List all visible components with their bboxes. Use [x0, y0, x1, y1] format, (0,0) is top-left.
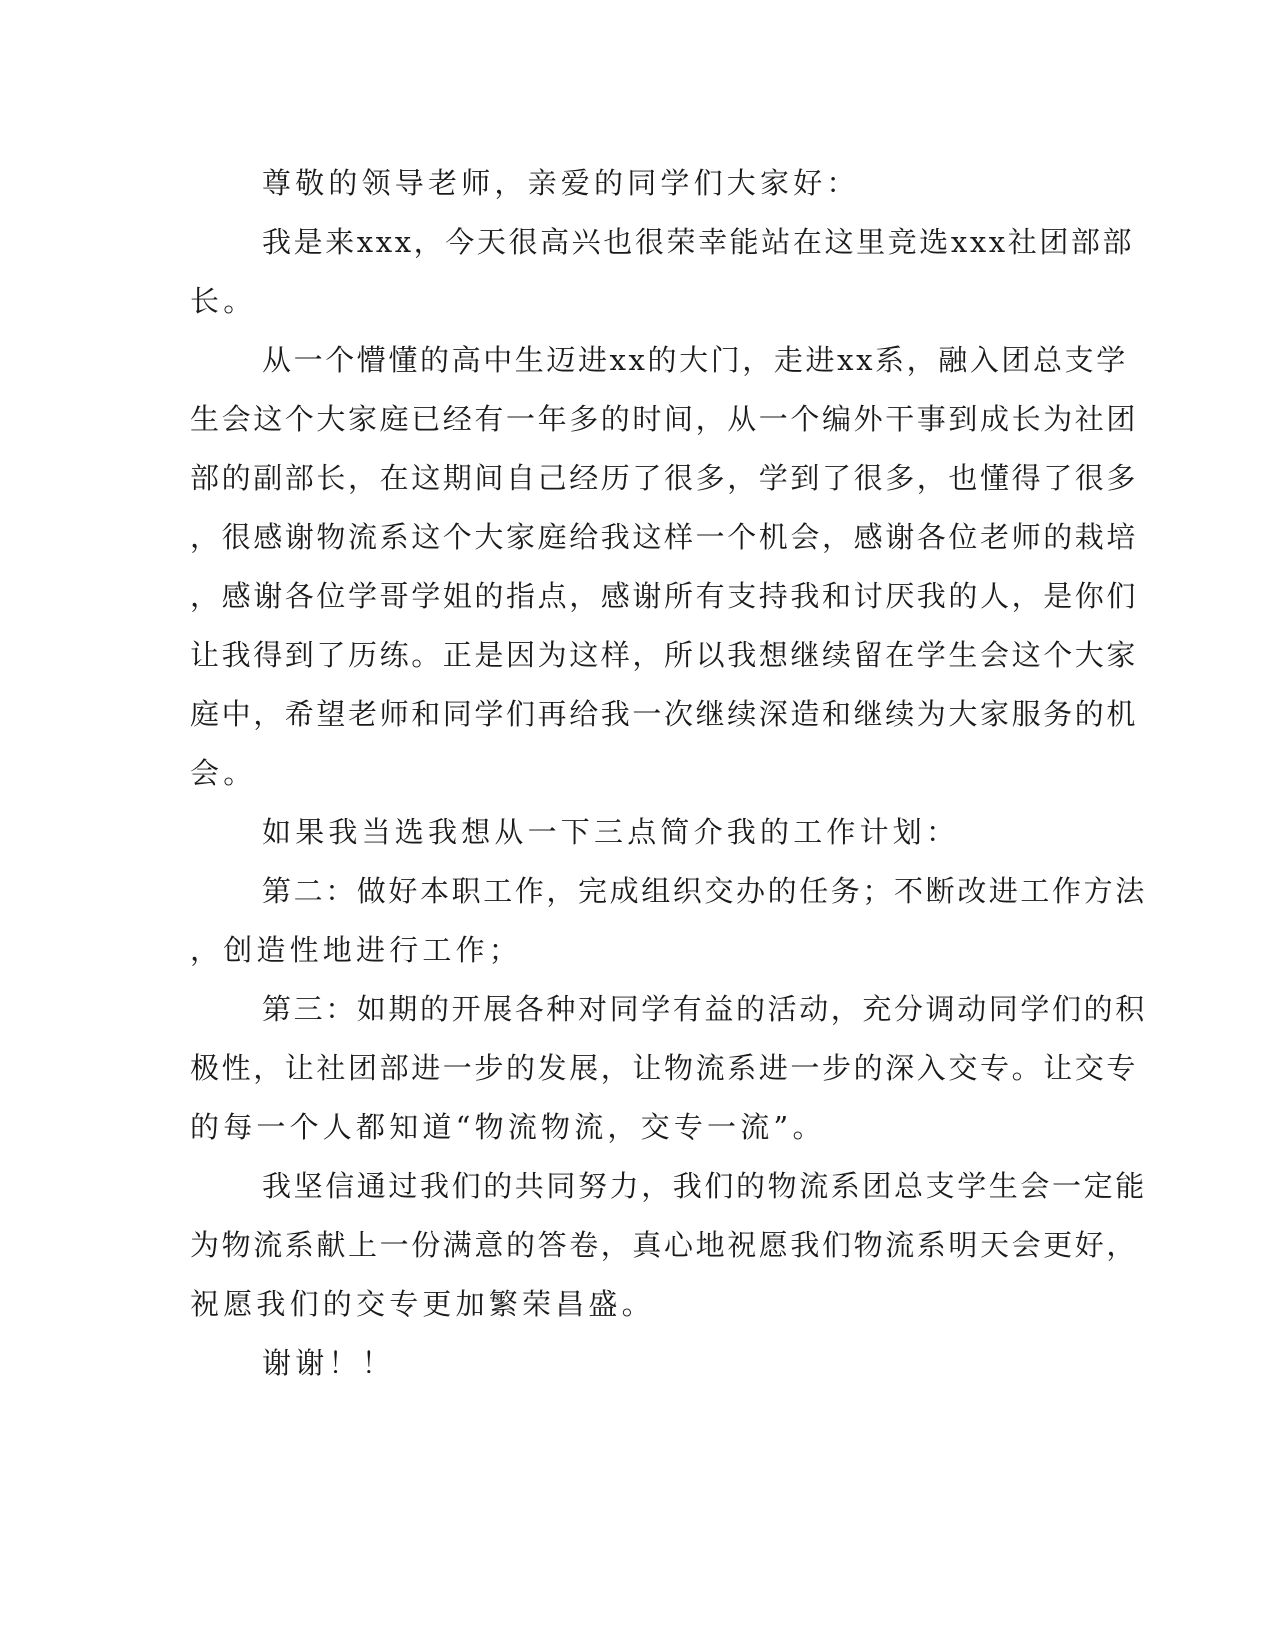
closing-line-1: 我坚信通过我们的共同努力，我们的物流系团总支学生会一定能 [262, 1169, 1147, 1203]
paragraph-2-line-7: 庭中，希望老师和同学们再给我一次继续深造和继续为大家服务的机 [190, 697, 1139, 731]
closing-line-3: 祝愿我们的交专更加繁荣昌盛。 [190, 1287, 655, 1321]
plan-item-2-line-1: 第二：做好本职工作，完成组织交办的任务；不断改进工作方法 [262, 874, 1147, 908]
greeting-line: 尊敬的领导老师，亲爱的同学们大家好： [262, 166, 860, 200]
closing-line-2: 为物流系献上一份满意的答卷，真心地祝愿我们物流系明天会更好， [190, 1228, 1139, 1262]
paragraph-2-line-3: 部的副部长，在这期间自己经历了很多，学到了很多，也懂得了很多 [190, 461, 1139, 495]
paragraph-2-line-5: ，感谢各位学哥学姐的指点，感谢所有支持我和讨厌我的人，是你们 [190, 579, 1139, 613]
paragraph-3-line-1: 如果我当选我想从一下三点简介我的工作计划： [262, 815, 960, 849]
plan-item-3-line-3: 的每一个人都知道“物流物流，交专一流”。 [190, 1110, 826, 1144]
thanks-line: 谢谢！！ [262, 1346, 395, 1380]
plan-item-2-line-2: ，创造性地进行工作； [190, 933, 523, 967]
paragraph-1-line-1: 我是来xxx，今天很高兴也很荣幸能站在这里竞选xxx社团部部 [262, 225, 1135, 259]
paragraph-2-line-2: 生会这个大家庭已经有一年多的时间，从一个编外干事到成长为社团 [190, 402, 1139, 436]
plan-item-3-line-1: 第三：如期的开展各种对同学有益的活动，充分调动同学们的积 [262, 992, 1147, 1026]
plan-item-3-line-2: 极性，让社团部进一步的发展，让物流系进一步的深入交专。让交专 [190, 1051, 1139, 1085]
paragraph-2-line-4: ，很感谢物流系这个大家庭给我这样一个机会，感谢各位老师的栽培 [190, 520, 1139, 554]
paragraph-2-line-8: 会。 [190, 756, 257, 790]
paragraph-2-line-6: 让我得到了历练。正是因为这样，所以我想继续留在学生会这个大家 [190, 638, 1139, 672]
paragraph-2-line-1: 从一个懵懂的高中生迈进xx的大门，走进xx系，融入团总支学 [262, 343, 1128, 377]
paragraph-1-line-2: 长。 [190, 284, 257, 318]
